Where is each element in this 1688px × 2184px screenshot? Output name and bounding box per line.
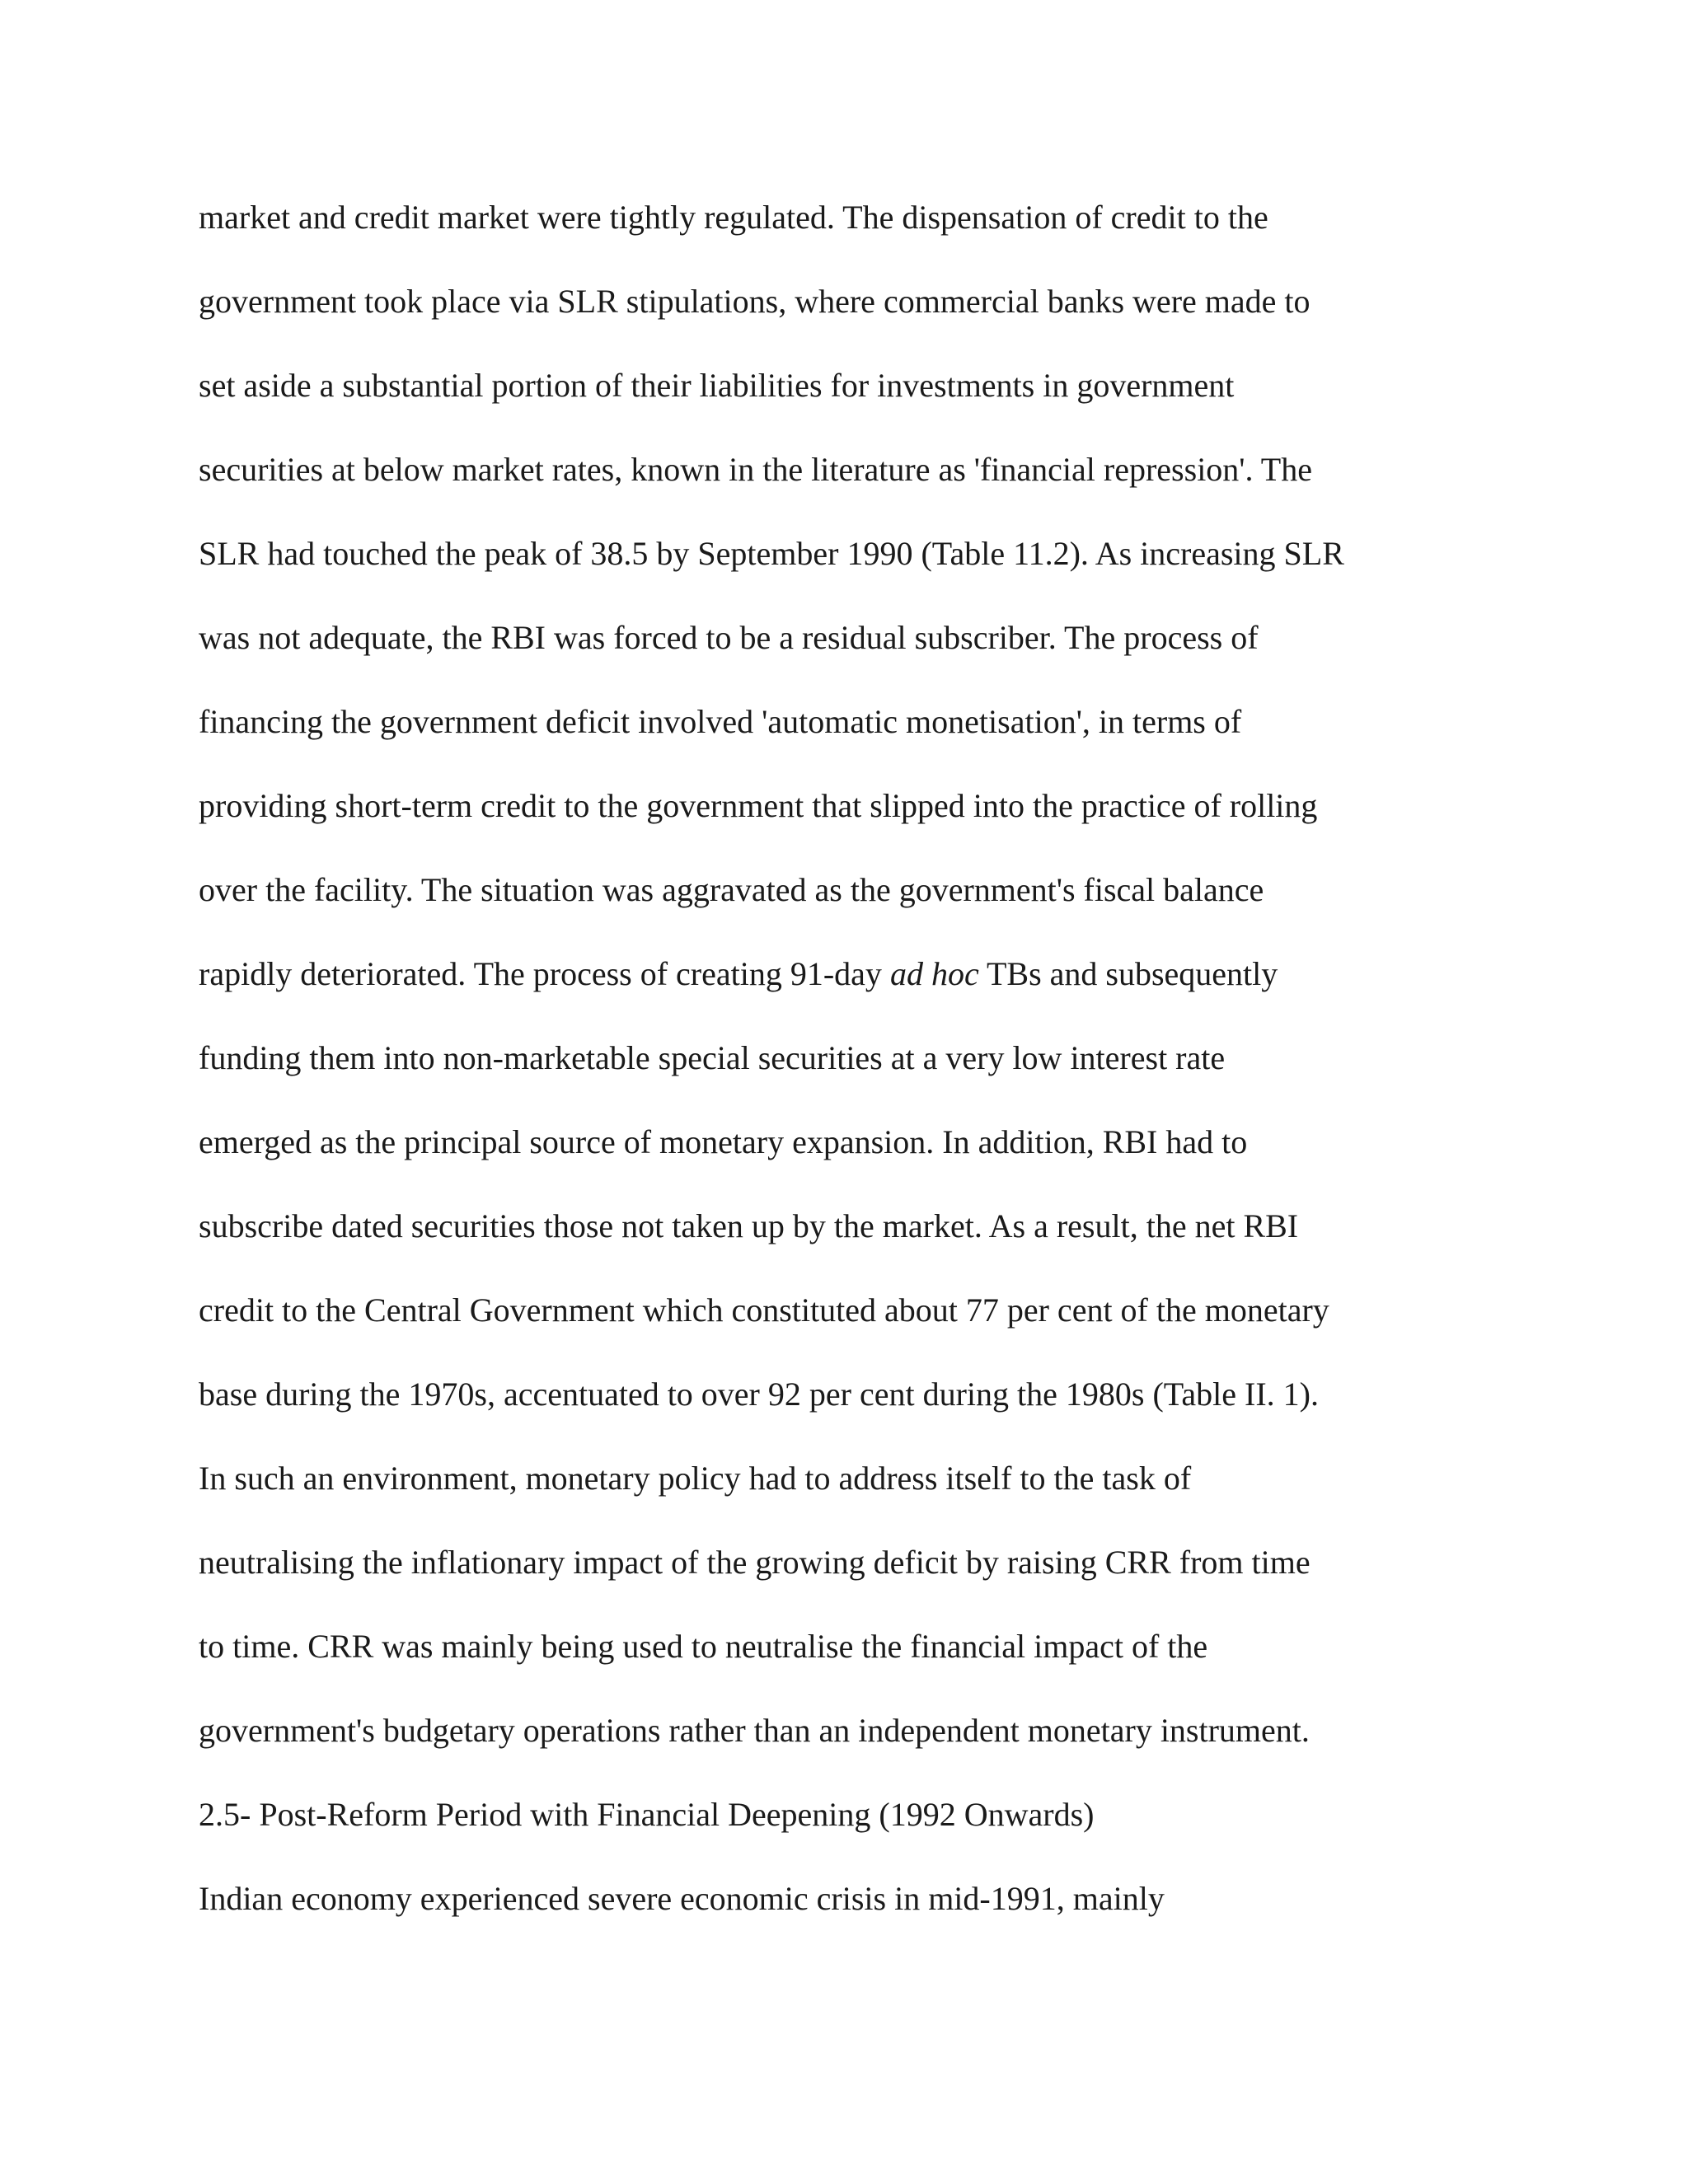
paragraph-line: to time. CRR was mainly being used to neutralise the financial impact of the: [199, 1628, 1208, 1665]
italic-phrase: ad hoc: [889, 955, 979, 992]
paragraph-line: set aside a substantial portion of their liabilities for investments in government: [199, 367, 1235, 404]
body-text: [199, 186, 1616, 1952]
paragraph-line: providing short-term credit to the government that slipped into the practice of rolling: [199, 787, 1318, 824]
paragraph-line: In such an environment, monetary policy had to address itself to the task of: [199, 1460, 1192, 1497]
paragraph-line: subscribe dated securities those not taken up by the market. As a result, the net RBI: [199, 1207, 1299, 1244]
paragraph-line: funding them into non-marketable special securities at a very low interest rate: [199, 1039, 1226, 1076]
line-text-after: TBs and subsequently: [978, 955, 1278, 992]
paragraph-line: credit to the Central Government which constituted about 77 per cent of the monetary: [199, 1291, 1329, 1329]
paragraph-line-italic-mix: [199, 943, 1616, 1027]
paragraph-line: government's budgetary operations rather than an independent monetary instrument.: [199, 1712, 1310, 1749]
paragraph-line: Indian economy experienced severe economic crisis in mid-1991, mainly: [199, 1880, 1165, 1917]
paragraph-line: neutralising the inflationary impact of the growing deficit by raising CRR from time: [199, 1544, 1311, 1581]
paragraph-line: SLR had touched the peak of 38.5 by September 1990 (Table 11.2). As increasing SLR: [199, 535, 1344, 572]
paragraph-line: base during the 1970s, accentuated to over 92 per cent during the 1980s (Table II. 1).: [199, 1376, 1319, 1413]
paragraph-line: government took place via SLR stipulations, where commercial banks were made to: [199, 283, 1311, 320]
paragraph-line: market and credit market were tightly regulated. The dispensation of credit to the: [199, 199, 1268, 236]
paragraph-line: financing the government deficit involved 'automatic monetisation', in terms of: [199, 703, 1242, 740]
paragraph-line: over the facility. The situation was aggravated as the government's fiscal balance: [199, 871, 1264, 908]
paragraph-line: securities at below market rates, known in the literature as 'financial repression'. The: [199, 451, 1312, 488]
paragraph-line: emerged as the principal source of monetary expansion. In addition, RBI had to: [199, 1123, 1248, 1160]
paragraph-line: was not adequate, the RBI was forced to be a residual subscriber. The process of: [199, 619, 1259, 656]
section-heading: 2.5- Post-Reform Period with Financial Deepening (1992 Onwards): [199, 1796, 1095, 1833]
line-text-before: rapidly deteriorated. The process of creating 91-day: [199, 955, 890, 992]
